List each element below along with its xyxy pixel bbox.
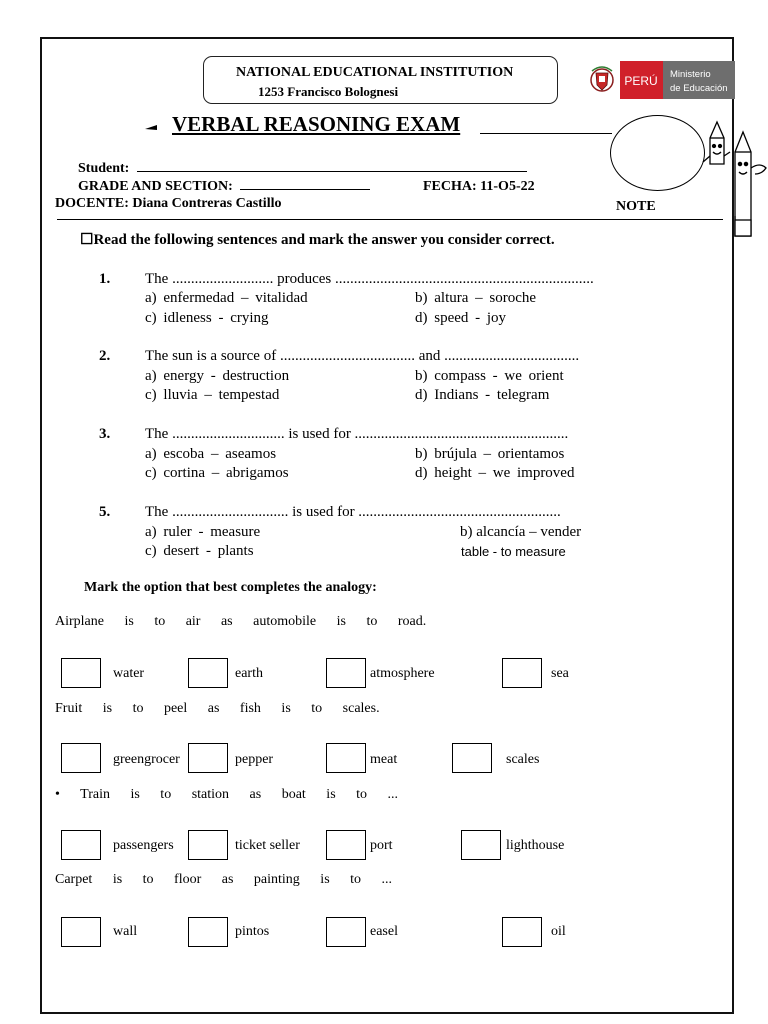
answer-checkbox[interactable] [461,830,501,860]
analogy-stem: Carpet is to floor as painting is to ... [55,872,393,887]
answer-checkbox[interactable] [326,658,366,688]
option-a[interactable]: a) escoba – aseamos [145,446,277,462]
option-label: pintos [235,924,270,939]
analogy-stem: Airplane is to air as automobile is to road. [55,614,427,629]
coat-of-arms-icon [591,67,613,91]
option-label: scales [506,752,540,767]
option-c[interactable]: c) lluvia – tempestad [145,387,280,403]
student-label: Student: [78,161,130,176]
question-stem: The .............................. is used for ......................................................... [145,426,569,442]
grade-field[interactable] [78,179,370,195]
analogy-stem: • Train is to station as boat is to ... [55,787,399,802]
answer-checkbox[interactable] [452,743,492,773]
grade-label: GRADE AND SECTION: [78,179,233,194]
option-b[interactable]: b) compass - we orient [415,368,564,384]
option-a[interactable]: a) enfermedad – vitalidad [145,290,308,306]
option-label: atmosphere [370,666,435,681]
answer-checkbox[interactable] [61,658,101,688]
option-a[interactable]: a) energy - destruction [145,368,290,384]
analogy-stem: Fruit is to peel as fish is to scales. [55,701,380,716]
answer-checkbox[interactable] [326,830,366,860]
question-stem: The sun is a source of .................................... and .................................... [145,348,580,364]
answer-checkbox[interactable] [502,658,542,688]
question-number: 2. [99,348,111,364]
option-d[interactable]: d) height – we improved [415,465,575,481]
logo-ministry-line2: de Educación [670,83,728,94]
option-label: passengers [113,838,174,853]
option-label: oil [551,924,566,939]
option-label: ticket seller [235,838,300,853]
option-label: water [113,666,145,681]
student-field[interactable] [78,161,527,177]
option-label: greengrocer [113,752,180,767]
option-d[interactable]: d) Indians - telegram [415,387,550,403]
answer-checkbox[interactable] [188,917,228,947]
teacher-label: DOCENTE: Diana Contreras Castillo [55,196,282,211]
option-label: lighthouse [506,838,565,853]
option-b[interactable]: b) alcancía – vender [460,524,582,540]
answer-checkbox[interactable] [188,830,228,860]
answer-checkbox[interactable] [326,743,366,773]
institution-name: NATIONAL EDUCATIONAL INSTITUTION [236,65,514,80]
logo-ministry-line1: Ministerio [670,69,711,80]
title-arrow-icon [143,118,171,132]
option-label: earth [235,666,263,681]
exam-title: VERBAL REASONING EXAM [172,112,461,136]
option-label: sea [551,666,569,681]
ministry-logo [588,61,735,99]
option-d[interactable]: table - to measure [461,544,566,559]
question-number: 5. [99,504,111,520]
school-name: 1253 Francisco Bolognesi [258,84,399,99]
answer-checkbox[interactable] [61,830,101,860]
answer-checkbox[interactable] [502,917,542,947]
logo-country: PERÚ [624,74,658,88]
option-c[interactable]: c) idleness - crying [145,310,269,326]
grade-note-oval [610,115,705,191]
option-label: meat [370,752,398,767]
question-stem: The ........................... produces ..................................................................... [145,271,594,287]
question-number: 3. [99,426,111,442]
answer-checkbox[interactable] [188,658,228,688]
title-underline [480,133,612,134]
option-c[interactable]: c) cortina – abrigamos [145,465,289,481]
note-label: NOTE [616,199,656,214]
pencil-characters-icon [700,116,768,244]
option-a[interactable]: a) ruler - measure [145,524,261,540]
header-divider [57,219,723,220]
answer-checkbox[interactable] [326,917,366,947]
analogy-heading: Mark the option that best completes the analogy: [84,580,377,595]
option-label: pepper [235,752,274,767]
option-label: easel [370,924,398,939]
date-label: FECHA: 11-O5-22 [423,179,535,194]
option-d[interactable]: d) speed - joy [415,310,507,326]
student-name-line[interactable] [137,170,527,172]
option-label: port [370,838,393,853]
answer-checkbox[interactable] [188,743,228,773]
grade-line[interactable] [240,188,370,190]
answer-checkbox[interactable] [61,917,101,947]
option-b[interactable]: b) brújula – orientamos [415,446,565,462]
option-label: wall [113,924,138,939]
checkbox-bullet-icon: ☐ [80,232,94,248]
option-b[interactable]: b) altura – soroche [415,290,537,306]
option-c[interactable]: c) desert - plants [145,543,254,559]
instructions: ☐Read the following sentences and mark the answer you consider correct. [80,232,555,248]
question-number: 1. [99,271,111,287]
question-stem: The ............................... is used for ...................................................... [145,504,561,520]
answer-checkbox[interactable] [61,743,101,773]
